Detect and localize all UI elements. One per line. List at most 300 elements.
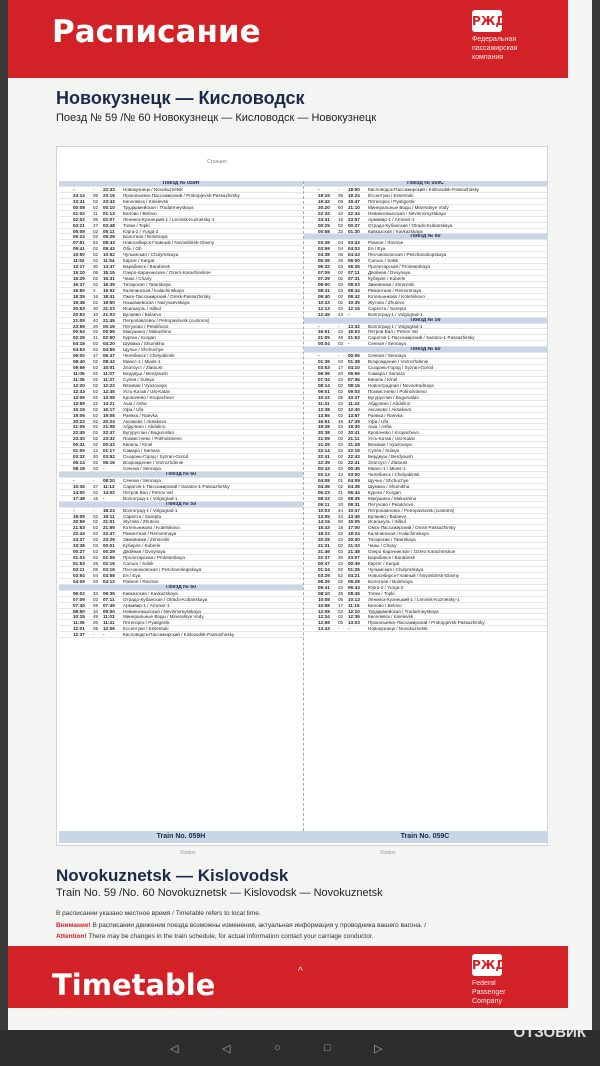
station-name: Сызрань-Город / Syzran-Gorod [368, 365, 434, 371]
stop-duration: 02 [338, 293, 344, 299]
arrival-time: 22:44 [73, 531, 85, 537]
section-label: Поезд № 60 [165, 471, 197, 477]
station-name: Минеральные Воды / Mineralnye Vody [123, 614, 204, 620]
arrival-time: 20:20 [318, 204, 330, 210]
station-name: Златоуст / Zlatoust [123, 365, 163, 371]
station-name: Кинель / Kinel [368, 376, 398, 382]
arrival-time: 04:18 [73, 341, 85, 347]
station-name: Сенная / Sennaya [368, 353, 406, 359]
arrival-time: - [318, 353, 320, 359]
stop-duration: 02 [338, 359, 344, 365]
station-name: Булаево / Bulaevo [368, 513, 407, 519]
section-label: Поезд № 059С [407, 181, 444, 186]
stop-duration: 21 [338, 489, 344, 495]
stop-duration: 02 [338, 400, 344, 406]
departure-time: 01:13 [103, 210, 115, 216]
departure-time: 13:57 [348, 412, 360, 418]
station-name: Невинномысская / Nevinnomysskaya [368, 210, 446, 216]
table-row [59, 632, 303, 638]
departure-time: 03:58 [103, 572, 115, 578]
departure-time: 02:07 [103, 216, 115, 222]
departure-time: 10:13 [348, 596, 360, 602]
departure-time: 10:52 [103, 252, 115, 258]
stop-duration: 02 [93, 406, 99, 412]
departure-time: 04:12 [103, 578, 115, 584]
station-name: Раевка / Raevka [123, 412, 158, 418]
station-name: Миасс-1 / Miass-1 [368, 466, 406, 471]
stop-duration: 02 [338, 424, 344, 430]
stop-duration: 26 [93, 561, 99, 566]
arrival-time: 01:24 [318, 566, 330, 572]
station-name: Зимовники / Zimovniki [123, 537, 170, 543]
station-name: Вязовая / Vyazovaya [368, 442, 412, 448]
left-train-footer: Train No. 059H [59, 831, 303, 843]
stop-duration: 02 [93, 442, 99, 448]
departure-time: 06:56 [348, 371, 360, 376]
stop-duration: 30 [93, 305, 99, 311]
station-name: Песчанокопская / Peschanokopskaya [368, 252, 447, 258]
arrival-time: 23:27 [73, 537, 85, 543]
stop-duration: 43 [338, 471, 344, 477]
arrival-time: 20:28 [318, 537, 330, 543]
departure-time: 06:35 [348, 264, 360, 270]
station-name: Пятигорск / Pyatigorsk [123, 620, 170, 626]
stop-duration: 05 [93, 216, 99, 222]
departure-time: 07:11 [348, 270, 360, 276]
stop-duration: 21 [93, 335, 99, 341]
arrival-time: 03:11 [73, 566, 85, 572]
station-name: Каргат / Kargat [123, 258, 155, 264]
arrival-time: 19:09 [73, 513, 85, 519]
departure-time: 00:43 [103, 442, 115, 448]
stop-duration: 03 [338, 264, 344, 270]
back-icon[interactable]: ◁ [222, 1043, 231, 1055]
stop-duration: 05 [338, 192, 344, 198]
station-name: Усть-Катав / Ust-Katav [123, 388, 171, 394]
arrival-time: 21:53 [73, 525, 85, 531]
departure-time: 19:50 [103, 299, 115, 305]
arrival-time: 08:00 [318, 281, 330, 287]
departure-time: 07:49 [103, 602, 115, 608]
arrival-time: 16:51 [318, 329, 330, 335]
arrival-time: 07:29 [318, 276, 330, 281]
arrival-time: 05:24 [73, 234, 85, 240]
arrival-time: 03:29 [318, 572, 330, 578]
arrival-time: 00:08 [73, 204, 85, 210]
departure-time: 16:53 [348, 329, 360, 335]
station-name: Куберле / Kuberle [123, 543, 161, 549]
station-name: Уфа / Ufa [123, 406, 144, 412]
departure-time: 06:00 [348, 258, 360, 264]
departure-time: 22:43 [348, 454, 360, 460]
stop-duration: - [93, 507, 95, 513]
station-name: Кисловодск-Пассажирский / Kislovodsk-Passazhirsky [368, 186, 480, 192]
station-name: Курган / Kurgan [368, 489, 401, 495]
stop-duration: 03 [338, 287, 344, 293]
arrival-time: 14:00 [73, 489, 85, 495]
attention-note-ru [56, 922, 426, 929]
arrival-time: 02:29 [73, 335, 85, 341]
departure-time: 12:36 [348, 614, 360, 620]
station-name: Аша / Asha [123, 400, 147, 406]
departure-time: 15:15 [103, 270, 115, 276]
arrival-time: 15:15 [73, 406, 85, 412]
arrival-time: 19:06 [73, 412, 85, 418]
departure-time: 01:38 [348, 359, 360, 365]
station-name: Невинномысская / Nevinnomysskaya [123, 608, 201, 614]
stop-duration: 50 [338, 519, 344, 525]
station-name: Зимовники / Zimovniki [368, 281, 415, 287]
arrival-time: 19:48 [73, 299, 85, 305]
departure-time: 12:10 [348, 608, 360, 614]
departure-time: 10:47 [348, 507, 360, 513]
stop-duration: 02 [93, 418, 99, 424]
stop-duration: 02 [93, 299, 99, 305]
rzd-logo-icon: РЖД [472, 10, 502, 32]
arrival-time: 07:34 [318, 376, 330, 382]
arrival-time: 07:51 [73, 240, 85, 246]
company-name-ru: Федеральная пассажирская компания [472, 36, 518, 61]
stop-duration: 17 [338, 602, 344, 608]
station-name: Сулея / Suleya [123, 376, 155, 382]
arrival-time: 22:41 [318, 454, 330, 460]
arrival-time: 04:38 [318, 252, 330, 258]
departure-time: 02:50 [103, 335, 115, 341]
departure-time: 19:24 [348, 192, 360, 198]
stop-duration: 03 [338, 281, 344, 287]
stop-duration: 05 [338, 596, 344, 602]
stop-duration: 02 [338, 436, 344, 442]
departure-time: 22:47 [103, 430, 115, 436]
departure-time: 03:16 [103, 566, 115, 572]
arrival-time: 08:18 [73, 466, 85, 471]
station-name: Абдулино / Abdulino [368, 400, 411, 406]
departure-time: 06:47 [103, 353, 115, 359]
arrival-time: 15:29 [73, 276, 85, 281]
arrival-time: 06:26 [318, 578, 330, 584]
station-name: Ея / Eya [123, 572, 141, 578]
stop-duration: 20 [338, 501, 344, 507]
station-name: Аксаково / Aksakovo [123, 418, 167, 424]
departure-time: 08:16 [348, 382, 360, 388]
stop-duration: 35 [338, 590, 344, 596]
stop-duration: 02 [93, 412, 99, 418]
company-name-en: Federal Passenger Company [472, 980, 506, 1005]
departure-time: 04:21 [348, 572, 360, 578]
arrival-time: 12:08 [318, 608, 330, 614]
station-name: Двойная / Dvoynaya [123, 549, 166, 555]
watermark: ОТЗОВИК [513, 1024, 586, 1041]
stop-duration: 02 [338, 341, 344, 347]
station-name: Аша / Asha [368, 424, 392, 430]
arrival-time: 12:38 [318, 406, 330, 412]
departure-time: 21:10 [348, 204, 360, 210]
stop-duration: 05 [93, 192, 99, 198]
station-name: Юрга-2 / Yurga-2 [368, 584, 404, 590]
station-name: Чулымская / Chulymskaya [123, 252, 179, 258]
stop-duration: 50 [338, 204, 344, 210]
station-name: Исилькуль / Isilkul [368, 519, 406, 525]
departure-time: 11:43 [348, 400, 360, 406]
chevron-up-icon[interactable]: ^ [298, 966, 303, 977]
right-train-footer: Train No. 059C [303, 831, 547, 843]
station-name: Похвистнево / Pokhvistnevo [368, 388, 427, 394]
arrival-time: 15:10 [73, 270, 85, 276]
arrival-time: 10:36 [73, 483, 85, 489]
stop-duration: 02 [338, 442, 344, 448]
arrival-time: 11:35 [73, 376, 85, 382]
stop-duration: 03 [93, 543, 99, 549]
departure-time: 13:03 [348, 620, 360, 626]
departure-time: 23:29 [103, 537, 115, 543]
station-name: Татарская / Tatarskaya [123, 281, 171, 287]
station-name: Раевка / Raevka [368, 412, 403, 418]
station-name: Саратов-1-Пассажирский / Saratov-1-Passazhirsky [368, 335, 475, 341]
departure-time: 23:32 [103, 436, 115, 442]
station-name: Бердяуш / Berdyaush [368, 454, 413, 460]
stop-duration: 02 [338, 376, 344, 382]
stop-duration: 16 [338, 216, 344, 222]
stop-duration: 05 [338, 394, 344, 400]
stop-duration: 43 [338, 311, 344, 317]
departure-time: 21:08 [103, 424, 115, 430]
station-name: Новосибирск-Главный / Novosibirsk-Glavny [368, 572, 459, 578]
station-name: Отрадо-Кубанская / Otrado-Kubanskaya [368, 222, 453, 228]
station-name: Ея / Eya [368, 246, 386, 252]
station-name: Прокопьевск-Пассажирский / Prokopjevsk-Passazhirsky [368, 620, 485, 626]
departure-time: 15:17 [103, 406, 115, 412]
departure-time: 12:22 [103, 382, 115, 388]
arrival-time: 00:41 [73, 442, 85, 448]
departure-time: 22:44 [348, 210, 360, 216]
departure-time: 08:20 [103, 477, 115, 483]
arrival-time: - [73, 477, 75, 483]
station-name: Барабинск / Barabinsk [123, 264, 170, 270]
station-name: Петухово / Petukhovo [123, 323, 169, 329]
departure-time: 04:10 [348, 365, 360, 371]
arrival-time: 23:41 [73, 198, 85, 204]
recent-apps-icon[interactable]: □ [324, 1042, 331, 1054]
volume-up-icon[interactable]: ▷ [374, 1043, 383, 1055]
departure-time: 01:05 [103, 555, 115, 561]
stop-duration: 02 [93, 371, 99, 376]
departure-time: 06:43 [348, 584, 360, 590]
station-name: Ессентуки / Essentuki [368, 192, 414, 198]
rzd-logo-icon-bottom: РЖД [472, 954, 502, 976]
arrival-time: 04:36 [318, 483, 330, 489]
stop-duration: 02 [338, 531, 344, 537]
stop-duration: 02 [338, 460, 344, 466]
station-name: Пятигорск / Pyatigorsk [368, 198, 415, 204]
arrival-time: 22:14 [318, 448, 330, 454]
departure-time: 03:48 [103, 222, 115, 228]
arrival-time: 06:00 [73, 353, 85, 359]
station-name: Болотная / Bolotnaya [123, 234, 168, 240]
stop-duration: 17 [338, 365, 344, 371]
stop-duration: 02 [93, 281, 99, 287]
departure-time: 13:32 [348, 323, 360, 329]
station-name: Петров Вал / Petrov Val [368, 329, 418, 335]
stop-duration: 26 [338, 258, 344, 264]
station-name: Макушино / Makushino [123, 329, 172, 335]
stop-duration: 04 [93, 572, 99, 578]
departure-time: 11:03 [103, 614, 115, 620]
arrival-time: 19:19 [318, 192, 330, 198]
station-name: Трудармейская / Trudarmeyskaya [368, 608, 439, 614]
arrival-time: 11:05 [73, 371, 85, 376]
arrival-time: 12:01 [73, 626, 85, 632]
departure-time: 04:09 [348, 477, 360, 483]
arrival-time: 13:59 [73, 400, 85, 406]
departure-time: 11:13 [103, 483, 115, 489]
stop-duration: 02 [93, 228, 99, 234]
stop-duration: 02 [93, 466, 99, 471]
station-name: Ровное / Rovnoe [368, 240, 404, 246]
arrival-time: 13:05 [318, 513, 330, 519]
arrival-time: 00:47 [318, 561, 330, 566]
station-name: Барабинск / Barabinsk [368, 555, 415, 561]
station-name: Похвистнево / Pokhvistnevo [123, 436, 182, 442]
arrival-time: 08:41 [318, 287, 330, 293]
station-name: Челябинск / Chelyabinsk [368, 471, 420, 477]
volume-down-icon[interactable]: ◁ [170, 1043, 179, 1055]
station-name: Обь / Ob [123, 246, 142, 252]
station-name: Новосибирск-Главный / Novosibirsk-Glavny [123, 240, 214, 246]
station-name: Ремонтная / Remontnaya [123, 531, 177, 537]
departure-time: 20:30 [348, 537, 360, 543]
departure-time: 16:52 [103, 287, 115, 293]
departure-time: 12:40 [348, 406, 360, 412]
arrival-time: 18:22 [318, 531, 330, 537]
station-name: Отрадо-Кубанская / Otrado-Kubanskaya [123, 596, 208, 602]
departure-time: 21:33 [348, 543, 360, 549]
departure-time: 08:43 [103, 240, 115, 246]
stop-duration: 02 [93, 382, 99, 388]
stop-duration: 02 [338, 454, 344, 460]
departure-time: - [103, 466, 105, 471]
station-name: Самара / Samara [368, 371, 405, 376]
arrival-time: 09:11 [318, 501, 330, 507]
departure-time: 21:45 [103, 317, 115, 323]
station-name: Котельниково / Kotelnikovo [368, 293, 425, 299]
banner-title-ru: Расписание [52, 14, 261, 50]
stop-duration: 02 [93, 359, 99, 365]
arrival-time: 22:34 [318, 210, 330, 216]
station-name: Кропачево / Kropachevo [368, 430, 419, 436]
arrival-time: 09:40 [318, 293, 330, 299]
departure-time: 14:21 [103, 400, 115, 406]
stop-duration: 48 [338, 418, 344, 424]
stop-duration: 02 [93, 329, 99, 335]
stop-duration: 05 [93, 566, 99, 572]
train-subtitle-en: Train No. 59 /No. 60 Novokuznetsk — Kislovodsk — Novokuznetsk [56, 887, 383, 899]
stop-duration: 02 [338, 608, 344, 614]
arrival-time: 00:58 [318, 228, 330, 234]
arrival-time: 03:32 [73, 454, 85, 460]
arrival-time: 23:30 [73, 436, 85, 442]
stop-duration: 02 [338, 270, 344, 276]
arrival-time: 07:40 [73, 602, 85, 608]
arrival-time: 06:02 [73, 590, 85, 596]
section-label: Поезд № 60 [165, 584, 197, 590]
stop-duration: 20 [338, 371, 344, 376]
station-name: Чулымская / Chulymskaya [368, 566, 424, 572]
arrival-time: 06:32 [318, 264, 330, 270]
arrival-time: 21:05 [73, 317, 85, 323]
stop-duration: 44 [338, 507, 344, 513]
stop-duration: 02 [93, 204, 99, 210]
arrival-time: 21:46 [318, 549, 330, 555]
arrival-time: - [73, 507, 75, 513]
station-footer-left: Station [180, 850, 196, 856]
stop-duration: 44 [338, 513, 344, 519]
departure-time: - [348, 626, 350, 632]
section-label: Поезд № 60 [410, 347, 441, 353]
arrival-time: 23:41 [318, 216, 330, 222]
station-name: Двойная / Dvoynaya [368, 270, 411, 276]
stop-duration: 02 [338, 483, 344, 489]
departure-time: 19:47 [348, 198, 360, 204]
arrival-time: 04:09 [73, 578, 85, 584]
arrival-time: 21:31 [318, 543, 330, 549]
stop-duration: 10 [93, 311, 99, 317]
stop-duration: 02 [338, 578, 344, 584]
departure-time: 04:03 [348, 246, 360, 252]
station-name: Юрга-2 / Yurga-2 [123, 228, 159, 234]
station-name: Челябинск / Chelyabinsk [123, 353, 175, 359]
arrival-time: 23:38 [73, 543, 85, 549]
station-name: Куберле / Kuberle [368, 276, 406, 281]
home-icon[interactable]: ○ [274, 1042, 281, 1054]
stop-duration: 22 [93, 400, 99, 406]
station-name: Киселевск / Kiselevsk [368, 614, 414, 620]
stop-duration: 32 [338, 228, 344, 234]
station-name: Кавказская / Kavkazskaya [368, 228, 423, 234]
rzd-logo-bottom [472, 954, 554, 1006]
arrival-time: 00:43 [318, 466, 330, 471]
station-name: Озеро-Карачинское / Ozero-Karachinskoe [123, 270, 211, 276]
stop-duration: 02 [93, 394, 99, 400]
departure-time: 17:00 [348, 525, 360, 531]
departure-time: 08:42 [103, 359, 115, 365]
departure-time: 12:45 [103, 388, 115, 394]
stop-duration: 02 [93, 347, 99, 353]
arrival-time: 10:08 [318, 596, 330, 602]
arrival-time: 23:59 [73, 323, 85, 329]
departure-time: 00:45 [348, 466, 360, 471]
station-name: Ровное / Rovnoe [123, 578, 159, 584]
arrival-time: 10:33 [318, 299, 330, 305]
arrival-time: - [318, 323, 320, 329]
train-60-schedule [303, 181, 547, 831]
arrival-time: 13:43 [318, 626, 330, 632]
departure-time: 21:23 [103, 305, 115, 311]
departure-time: 21:01 [103, 519, 115, 525]
station-name: Кинель / Kinel [123, 442, 153, 448]
station-name: Щучье / Shchuchye [368, 477, 409, 483]
arrival-time: 10:50 [73, 252, 85, 258]
attention-text-ru: В расписании движения поезда возможны изменения, актуальная информация у проводника вашего вагона. / [92, 922, 427, 929]
arrival-time: 08:33 [318, 495, 330, 501]
arrival-time: 12:13 [318, 305, 330, 311]
arrival-time: 03:54 [73, 572, 85, 578]
departure-time: 13:08 [103, 394, 115, 400]
stop-duration: 30 [338, 555, 344, 561]
arrival-time: 13:17 [73, 264, 85, 270]
station-name: Кропачево / Kropachevo [123, 394, 174, 400]
departure-time: 15:05 [348, 519, 360, 525]
arrival-time: 06:23 [318, 489, 330, 495]
